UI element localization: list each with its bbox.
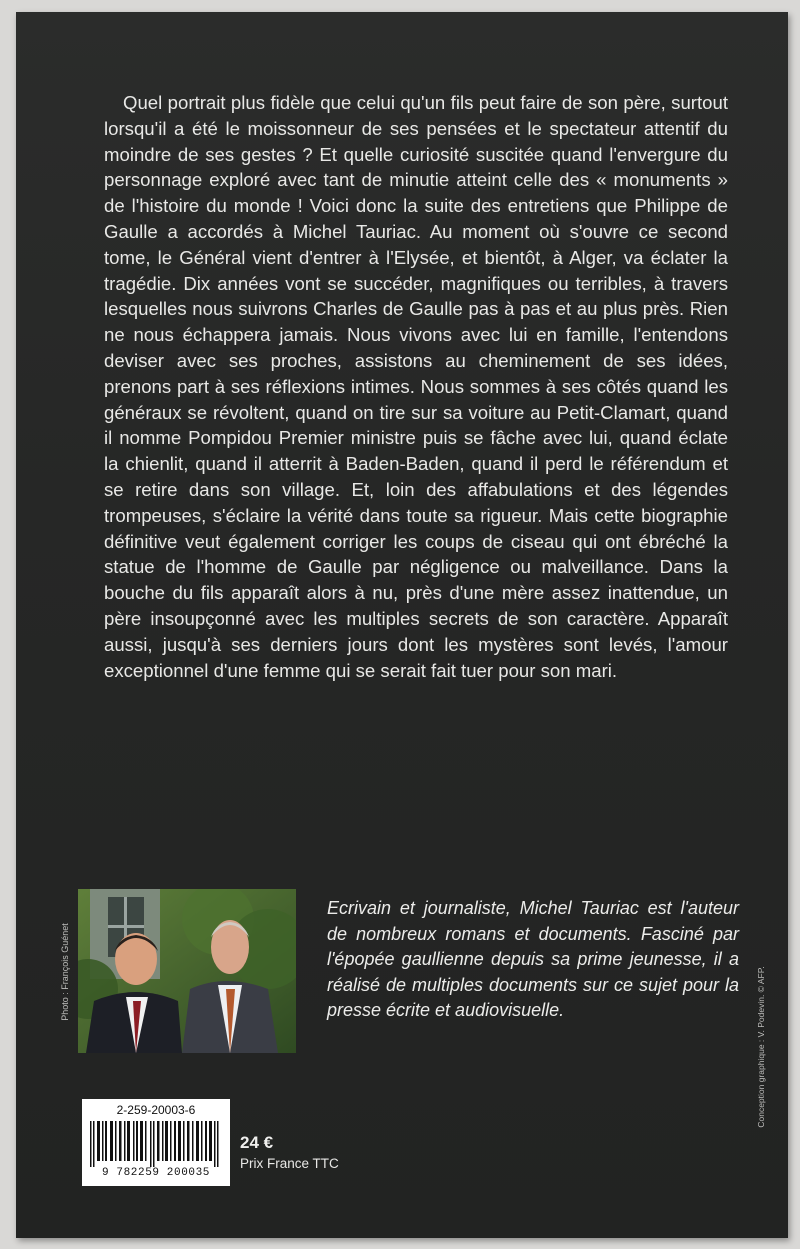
price-label: Prix France TTC [240, 1156, 339, 1171]
isbn-number: 2-259-20003-6 [116, 1103, 196, 1117]
photo-credit: Photo : François Guénet [60, 923, 70, 1021]
ean-number: 9 782259 200035 [101, 1167, 211, 1179]
isbn-barcode [82, 1099, 230, 1186]
book-blurb: Quel portrait plus fidèle que celui qu'un fils peut faire de son père, surtout lorsqu'il a été le moissonneur de ses pensées et le spectateur attentif du moindre de ses gestes ? Et quelle curiosité suscitée quand l'envergure du personnage exploré avec tant de minutie atteint celle des « monuments » de l'histoire du monde ! Voici donc la suite des entretiens que Philippe de Gaulle a accordés à Michel Tauriac. Au moment où s'ouvre ce second tome, le Général vient d'entrer à l'Elysée, et bientôt, à Alger, va éclater la tragédie. Dix années vont se succéder, magnifiques ou terribles, à travers lesquelles nous suivrons Charles de Gaulle pas à pas et au plus près. Rien ne nous échappera jamais. Nous vivons avec lui en famille, l'entendons deviser avec ses proches, assistons au cheminement de ses idées, prenons part à ses réflexions intimes. Nous sommes à ses côtés quand les généraux se révoltent, quand on tire sur sa voiture au Petit-Clamart, quand il nomme Pompidou Premier ministre puis se fâche avec lui, quand éclate la chienlit, quand il atterrit à Baden-Baden, quand il perd le référendum et se retire dans son village. Et, loin des affabulations et des légendes trompeuses, s'éclaire la vérité dans toute sa rigueur. Mais cette biographie définitive veut également corriger les coups de ciseau qui ont ébréché la statue de l'homme de Gaulle par négligence ou malveillance. Dans la bouche du fils apparaît alors à nu, près d'une mère assez inattendue, un père insoupçonné avec les multiples secrets de son caractère. Apparaît aussi, jusqu'à ses derniers jours dont les mystères sont levés, l'amour exceptionnel d'une femme qui se serait fait tuer pour son mari. [104, 92, 728, 681]
author-bio: Ecrivain et journaliste, Michel Tauriac est l'auteur de nombreux romans et documents. Fasciné par l'épopée gaullienne depuis sa prime jeunesse, il a réalisé de multiples documents sur ce sujet pour la presse écrite et audiovisuelle. [327, 898, 739, 1020]
design-credit: Conception graphique : V. Podevin. © AFP. [756, 966, 766, 1128]
price: 24 € [240, 1133, 274, 1152]
author-photo-image [78, 889, 296, 1053]
author-photo [78, 889, 296, 1053]
book-back-cover [16, 12, 788, 1238]
barcode-icon [88, 1121, 224, 1167]
